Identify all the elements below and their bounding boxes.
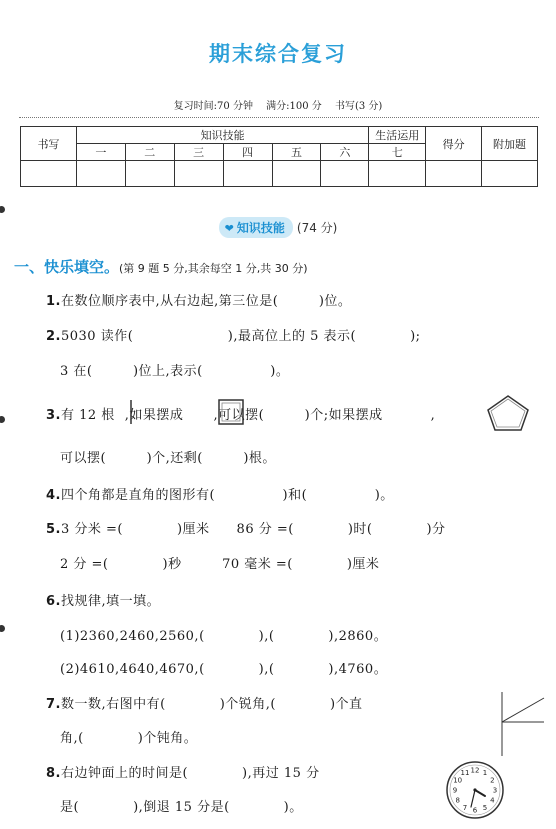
question-number: 5.: [46, 522, 61, 537]
question-number: 7.: [46, 697, 61, 712]
col-4: 四: [223, 144, 272, 161]
binding-hole: [0, 625, 5, 632]
question-7-cont: [60, 727, 197, 746]
section-header: [0, 217, 556, 238]
question-6-2: [60, 658, 387, 677]
score-cell[interactable]: [321, 161, 369, 187]
question-text: 有 12 根: [60, 408, 115, 423]
question-8: [46, 762, 320, 781]
question-number: 6.: [46, 594, 61, 609]
clock-number: 8: [455, 796, 460, 805]
col-2: 二: [125, 144, 174, 161]
question-number: 1.: [46, 294, 61, 309]
section-pill: [219, 217, 293, 238]
section-score: (74 分): [296, 221, 338, 235]
question-1: [46, 290, 351, 309]
part-title-note: (第 9 题 5 分,其余每空 1 分,共 30 分): [119, 262, 308, 275]
question-text: 四个角都是直角的图形有( )和( )。: [60, 488, 394, 503]
question-6: [46, 590, 160, 609]
clock-number: 1: [482, 769, 488, 778]
question-2-cont: [60, 360, 289, 379]
section-dots-icon: ❤: [224, 222, 234, 235]
score-cell[interactable]: [76, 161, 125, 187]
score-cell[interactable]: [21, 161, 77, 187]
divider: [19, 117, 539, 118]
exam-meta: [0, 97, 556, 112]
exam-full-score: 满分:100 分: [266, 101, 322, 112]
stick-icon: [128, 399, 134, 425]
clock-number: 4: [490, 796, 495, 805]
header-life: 生活运用: [369, 127, 426, 144]
question-text: 3 分米 =( )厘米 86 分 =( )时( )分: [60, 522, 446, 537]
question-text: ,如果摆成: [124, 408, 184, 423]
question-5-cont: [60, 553, 379, 572]
header-writing: 书写: [21, 127, 77, 161]
clock-number: 10: [453, 776, 463, 785]
question-text: 数一数,右图中有( )个锐角,( )个直: [60, 697, 363, 712]
part-title: [14, 256, 308, 277]
question-7: [46, 693, 363, 712]
binding-hole: [0, 416, 5, 423]
question-text: ,可以摆( )个;如果摆成: [213, 408, 383, 423]
question-text: 找规律,填一填。: [60, 594, 161, 609]
clock-number: 2: [490, 776, 495, 785]
score-cell[interactable]: [482, 161, 538, 187]
clock-number: 9: [452, 786, 458, 795]
clock-number: 11: [460, 769, 470, 778]
question-number: 4.: [46, 488, 61, 503]
question-text: 右边钟面上的时间是( ),再过 15 分: [60, 766, 320, 781]
part-title-main: 一、快乐填空。: [14, 258, 120, 276]
question-2: [46, 325, 421, 344]
score-table: [20, 126, 538, 187]
question-text: 是( ),倒退 15 分是( )。: [60, 800, 303, 815]
question-text: 在数位顺序表中,从右边起,第三位是( )位。: [60, 294, 352, 309]
square-icon: [217, 398, 245, 426]
question-text: (2)4610,4640,4670,( ),( ),4760。: [60, 662, 388, 677]
clock-figure: [445, 760, 505, 820]
header-score: 得分: [426, 127, 482, 161]
question-8-cont: [60, 796, 303, 815]
clock-number: 3: [492, 786, 498, 795]
col-1: 一: [76, 144, 125, 161]
question-4: [46, 484, 394, 503]
question-text: ,: [430, 408, 436, 423]
exam-time: 复习时间:70 分钟: [173, 101, 253, 112]
score-cell[interactable]: [174, 161, 223, 187]
score-cell[interactable]: [426, 161, 482, 187]
question-text: 2 分 =( )秒 70 毫米 =( )厘米: [60, 557, 380, 572]
score-cell[interactable]: [223, 161, 272, 187]
col-3: 三: [174, 144, 223, 161]
clock-number: 7: [462, 803, 468, 812]
score-cell[interactable]: [125, 161, 174, 187]
question-number: 8.: [46, 766, 61, 781]
question-text: 5030 读作( ),最高位上的 5 表示( );: [60, 329, 421, 344]
question-text: 可以摆( )个,还剩( )根。: [60, 451, 276, 466]
binding-hole: [0, 206, 5, 213]
question-number: 3.: [46, 408, 61, 423]
clock-number: 6: [472, 806, 478, 815]
page-title: 期末综合复习: [209, 42, 347, 66]
question-5: [46, 518, 446, 537]
col-6: 六: [321, 144, 369, 161]
question-3-cont: [60, 447, 276, 466]
section-label: 知识技能: [236, 221, 285, 235]
question-text: (1)2360,2460,2560,( ),( ),2860。: [60, 629, 388, 644]
col-7: 七: [369, 144, 426, 161]
question-6-1: [60, 625, 387, 644]
score-cell[interactable]: [369, 161, 426, 187]
score-cell[interactable]: [272, 161, 321, 187]
clock-number: 5: [482, 803, 488, 812]
question-number: 2.: [46, 329, 61, 344]
exam-writing-score: 书写(3 分): [334, 101, 383, 112]
clock-number: 12: [470, 766, 480, 775]
question-text: 3 在( )位上,表示( )。: [60, 364, 290, 379]
header-bonus: 附加题: [482, 127, 538, 161]
pentagon-icon: [485, 393, 531, 433]
angle-figure: [498, 690, 548, 760]
header-knowledge: 知识技能: [76, 127, 368, 144]
col-5: 五: [272, 144, 321, 161]
question-text: 角,( )个钝角。: [60, 731, 198, 746]
